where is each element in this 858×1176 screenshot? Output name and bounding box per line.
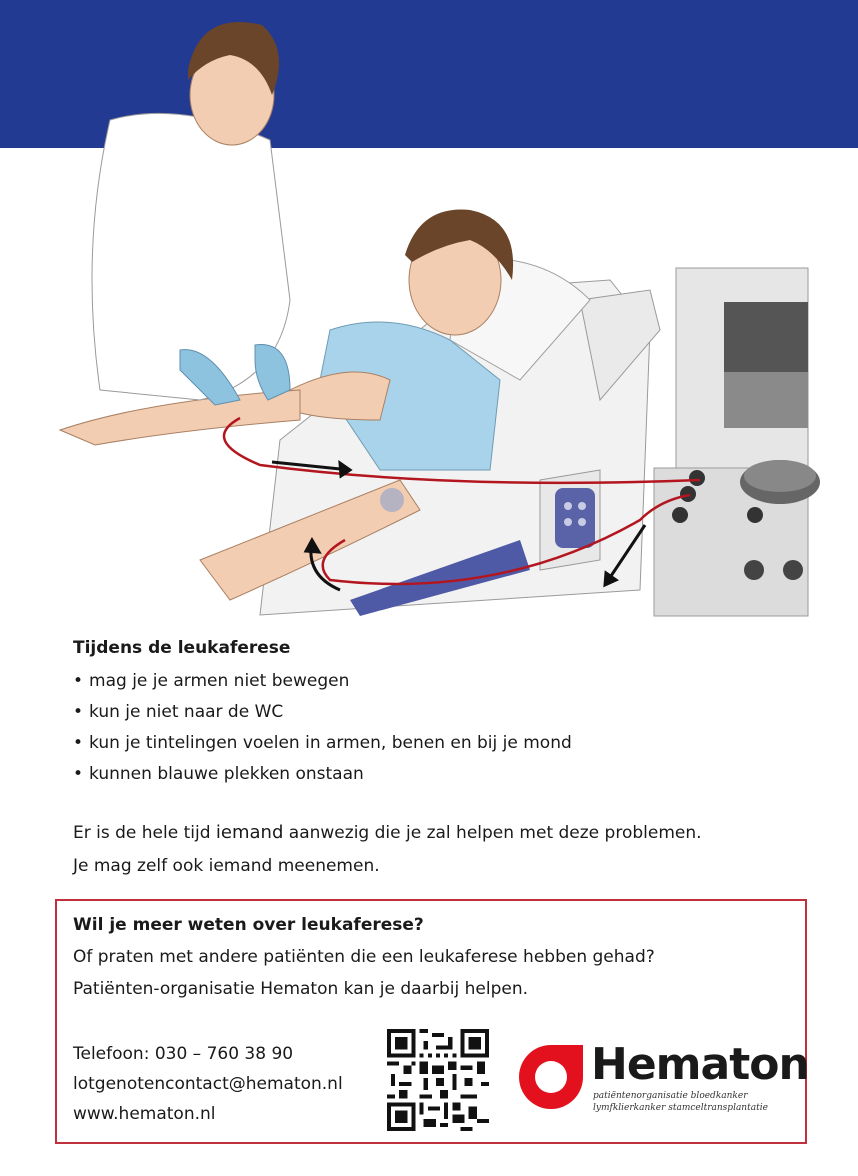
bullet-list xyxy=(73,666,833,790)
list-item: • kunnen blauwe plekken onstaan xyxy=(73,764,364,784)
logo-tagline-2: lymfklierkanker stamceltransplantatie xyxy=(593,1103,768,1113)
info-line-2: Patiënten-organisatie Hematon kan je daarbij helpen. xyxy=(73,979,529,999)
emphasis-text: iemand xyxy=(215,822,284,843)
hematon-logo xyxy=(515,1039,809,1119)
nurse xyxy=(92,22,290,405)
bullet-icon: • xyxy=(73,764,84,784)
info-line-1: Of praten met andere patiënten die een leukaferese hebben gehad? xyxy=(73,947,655,967)
contact-details xyxy=(73,1039,343,1129)
support-paragraph: Er is de hele tijd iemand aanwezig die je zal helpen met deze problemen. Je mag zelf ook iemand meenemen. xyxy=(73,822,702,876)
email-link[interactable]: lotgenotencontact@hematon.nl xyxy=(73,1074,343,1094)
list-item: • kun je tintelingen voelen in armen, benen en bij je mond xyxy=(73,733,572,753)
hematon-drop-icon xyxy=(515,1039,587,1111)
website-link[interactable]: www.hematon.nl xyxy=(73,1104,216,1124)
info-box xyxy=(55,899,807,1144)
list-item: • kun je niet naar de WC xyxy=(73,702,284,722)
main-content xyxy=(73,636,833,883)
section-heading: Tijdens de leukaferese xyxy=(73,638,291,658)
bullet-icon: • xyxy=(73,733,84,753)
info-heading: Wil je meer weten over leukaferese? xyxy=(73,915,424,935)
qr-code[interactable] xyxy=(387,1029,489,1131)
phone-number: Telefoon: 030 – 760 38 90 xyxy=(73,1044,294,1064)
brand-name: Hematon xyxy=(591,1039,809,1090)
list-item: • mag je je armen niet bewegen xyxy=(73,671,350,691)
bullet-icon: • xyxy=(73,702,84,722)
logo-tagline-1: patiëntenorganisatie bloedkanker xyxy=(593,1091,748,1101)
bullet-icon: • xyxy=(73,671,84,691)
apheresis-machine xyxy=(654,268,820,616)
